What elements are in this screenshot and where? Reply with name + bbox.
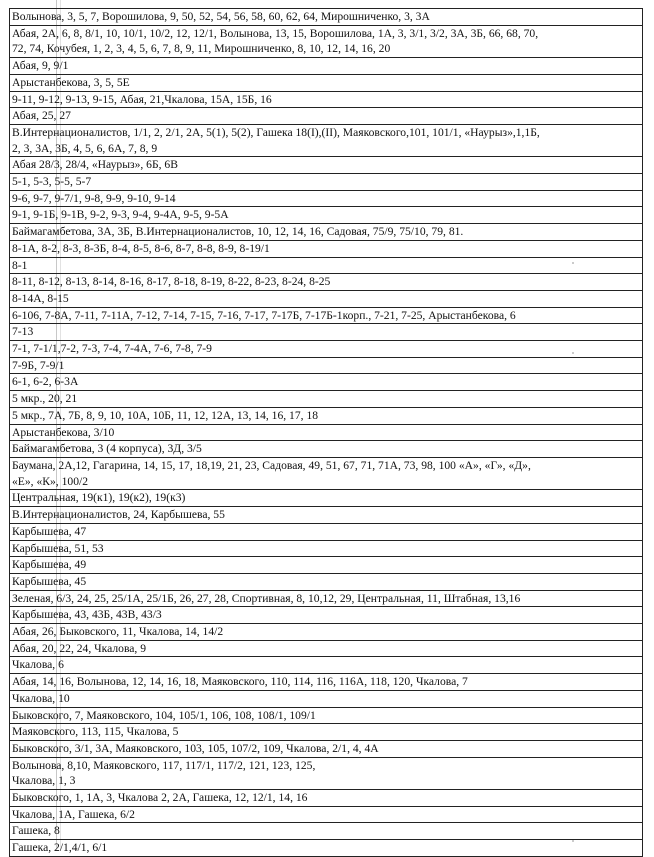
address-cell: Абая, 26, Быковского, 11, Чкалова, 14, 14/2 bbox=[10, 624, 643, 641]
address-cell: 6-1, 6-2, 6-3А bbox=[10, 374, 643, 391]
address-cell: 7-13 bbox=[10, 324, 643, 341]
address-cell: Абая, 25, 27 bbox=[10, 108, 643, 125]
table-row bbox=[10, 523, 643, 540]
table-row bbox=[10, 207, 643, 224]
address-cell: Баумана, 2А,12, Гагарина, 14, 15, 17, 18,19, 21, 23, Садовая, 49, 51, 67, 71, 71А, 73, 98, 100 «А», «Г», «Д», «Е», «К», 100/2 bbox=[10, 457, 643, 489]
table-row bbox=[10, 674, 643, 691]
table-row bbox=[10, 540, 643, 557]
table-row bbox=[10, 690, 643, 707]
table-row bbox=[10, 174, 643, 191]
address-cell: 5 мкр., 20, 21 bbox=[10, 391, 643, 408]
address-cell: 8-1 bbox=[10, 257, 643, 274]
table-row bbox=[10, 58, 643, 75]
address-cell: Волынова, 8,10, Маяковского, 117, 117/1, 117/2, 121, 123, 125, Чкалова, 1, 3 bbox=[10, 757, 643, 789]
scan-speck bbox=[572, 262, 574, 264]
table-row bbox=[10, 457, 643, 489]
address-cell: Центральная, 19(к1), 19(к2), 19(к3) bbox=[10, 490, 643, 507]
address-cell: Абая, 14, 16, Волынова, 12, 14, 16, 18, Маяковского, 110, 114, 116, 116А, 118, 120, Чкалова, 7 bbox=[10, 674, 643, 691]
address-cell: Быковского, 7, Маяковского, 104, 105/1, 106, 108, 108/1, 109/1 bbox=[10, 707, 643, 724]
address-cell: Арыстанбекова, 3/10 bbox=[10, 424, 643, 441]
table-row bbox=[10, 190, 643, 207]
scan-speck bbox=[572, 352, 574, 354]
address-cell: Абая, 2А, 6, 8, 8/1, 10, 10/1, 10/2, 12, 12/1, Волынова, 13, 15, Ворошилова, 1А, 3, 3/1, 3/2, 3А, 3Б, 66, 68, 70, 72, 74, Кочубея, 1, 2, 3, 4, 5, 6, 7, 8, 9, 11, Мирошниченко, 8, 10, 12, 14, 16, 20 bbox=[10, 25, 643, 57]
address-cell: 7-9Б, 7-9/1 bbox=[10, 357, 643, 374]
address-cell: Чкалова, 10 bbox=[10, 690, 643, 707]
table-row bbox=[10, 407, 643, 424]
table-row bbox=[10, 507, 643, 524]
address-cell: 7-1, 7-1/1,7-2, 7-3, 7-4, 7-4А, 7-6, 7-8, 7-9 bbox=[10, 341, 643, 358]
address-cell: 9-6, 9-7, 9-7/1, 9-8, 9-9, 9-10, 9-14 bbox=[10, 190, 643, 207]
table-row bbox=[10, 840, 643, 857]
address-cell: В.Интернационалистов, 1/1, 2, 2/1, 2А, 5(1), 5(2), Гашека 18(I),(II), Маяковского,101, 101/1, «Наурыз»,1,1Б, 2, 3, 3А, 3Б, 4, 5, 6, 6А, 7, 8, 9 bbox=[10, 124, 643, 156]
table-row bbox=[10, 790, 643, 807]
address-cell: Маяковского, 113, 115, Чкалова, 5 bbox=[10, 724, 643, 741]
table-row bbox=[10, 124, 643, 156]
address-cell: Карбышева, 51, 53 bbox=[10, 540, 643, 557]
address-cell: В.Интернационалистов, 24, Карбышева, 55 bbox=[10, 507, 643, 524]
table-row bbox=[10, 108, 643, 125]
address-cell: 8-11, 8-12, 8-13, 8-14, 8-16, 8-17, 8-18, 8-19, 8-22, 8-23, 8-24, 8-25 bbox=[10, 274, 643, 291]
table-row bbox=[10, 624, 643, 641]
table-row bbox=[10, 607, 643, 624]
address-cell: Быковского, 3/1, 3А, Маяковского, 103, 105, 107/2, 109, Чкалова, 2/1, 4, 4А bbox=[10, 740, 643, 757]
table-row bbox=[10, 157, 643, 174]
table-row bbox=[10, 240, 643, 257]
address-cell: Абая 28/3, 28/4, «Наурыз», 6Б, 6В bbox=[10, 157, 643, 174]
address-cell: Карбышева, 43, 43Б, 43В, 43/3 bbox=[10, 607, 643, 624]
address-cell: Карбышева, 45 bbox=[10, 573, 643, 590]
table-row bbox=[10, 724, 643, 741]
address-cell: Чкалова, 1А, Гашека, 6/2 bbox=[10, 806, 643, 823]
table-row bbox=[10, 707, 643, 724]
table-row bbox=[10, 424, 643, 441]
table-row bbox=[10, 806, 643, 823]
address-cell: Баймагамбетова, 3А, 3Б, В.Интернационалистов, 10, 12, 14, 16, Садовая, 75/9, 75/10, 79, 81. bbox=[10, 224, 643, 241]
table-row bbox=[10, 441, 643, 458]
table-row bbox=[10, 274, 643, 291]
address-cell: Зеленая, 6/3, 24, 25, 25/1А, 25/1Б, 26, 27, 28, Спортивная, 8, 10,12, 29, Центральная, 11, Штабная, 13,16 bbox=[10, 590, 643, 607]
table-row bbox=[10, 257, 643, 274]
address-cell: 8-1А, 8-2, 8-3, 8-3Б, 8-4, 8-5, 8-6, 8-7, 8-8, 8-9, 8-19/1 bbox=[10, 240, 643, 257]
table-row bbox=[10, 307, 643, 324]
table-row bbox=[10, 290, 643, 307]
table-row bbox=[10, 324, 643, 341]
table-row bbox=[10, 557, 643, 574]
address-cell: Абая, 20, 22, 24, Чкалова, 9 bbox=[10, 640, 643, 657]
table-row bbox=[10, 341, 643, 358]
address-cell: 5 мкр., 7А, 7Б, 8, 9, 10, 10А, 10Б, 11, 12, 12А, 13, 14, 16, 17, 18 bbox=[10, 407, 643, 424]
address-cell: Карбышева, 49 bbox=[10, 557, 643, 574]
table-row bbox=[10, 224, 643, 241]
address-table-body bbox=[10, 9, 643, 857]
address-cell: 5-1, 5-3, 5-5, 5-7 bbox=[10, 174, 643, 191]
table-row bbox=[10, 357, 643, 374]
address-cell: Чкалова, 6 bbox=[10, 657, 643, 674]
table-row bbox=[10, 740, 643, 757]
address-cell: Волынова, 3, 5, 7, Ворошилова, 9, 50, 52, 54, 56, 58, 60, 62, 64, Мирошниченко, 3, 3А bbox=[10, 9, 643, 26]
table-row bbox=[10, 657, 643, 674]
address-table bbox=[9, 8, 643, 857]
address-cell: Баймагамбетова, 3 (4 корпуса), 3Д, 3/5 bbox=[10, 441, 643, 458]
table-row bbox=[10, 573, 643, 590]
table-row bbox=[10, 9, 643, 26]
table-row bbox=[10, 374, 643, 391]
address-cell: Быковского, 1, 1А, 3, Чкалова 2, 2А, Гашека, 12, 12/1, 14, 16 bbox=[10, 790, 643, 807]
address-cell: Гашека, 8 bbox=[10, 823, 643, 840]
table-row bbox=[10, 590, 643, 607]
scan-speck bbox=[572, 840, 574, 842]
table-row bbox=[10, 757, 643, 789]
table-row bbox=[10, 490, 643, 507]
table-row bbox=[10, 640, 643, 657]
address-cell: Абая, 9, 9/1 bbox=[10, 58, 643, 75]
address-cell: Гашека, 2/1,4/1, 6/1 bbox=[10, 840, 643, 857]
table-row bbox=[10, 25, 643, 57]
address-cell: Карбышева, 47 bbox=[10, 523, 643, 540]
table-row bbox=[10, 391, 643, 408]
address-cell: 9-1, 9-1Б, 9-1В, 9-2, 9-3, 9-4, 9-4А, 9-5, 9-5А bbox=[10, 207, 643, 224]
table-row bbox=[10, 74, 643, 91]
table-row bbox=[10, 91, 643, 108]
address-cell: Арыстанбекова, 3, 5, 5Е bbox=[10, 74, 643, 91]
address-cell: 6-106, 7-8А, 7-11, 7-11А, 7-12, 7-14, 7-15, 7-16, 7-17, 7-17Б, 7-17Б-1корп., 7-21, 7-25, Арыстанбекова, 6 bbox=[10, 307, 643, 324]
address-cell: 9-11, 9-12, 9-13, 9-15, Абая, 21,Чкалова, 15А, 15Б, 16 bbox=[10, 91, 643, 108]
address-cell: 8-14А, 8-15 bbox=[10, 290, 643, 307]
table-row bbox=[10, 823, 643, 840]
